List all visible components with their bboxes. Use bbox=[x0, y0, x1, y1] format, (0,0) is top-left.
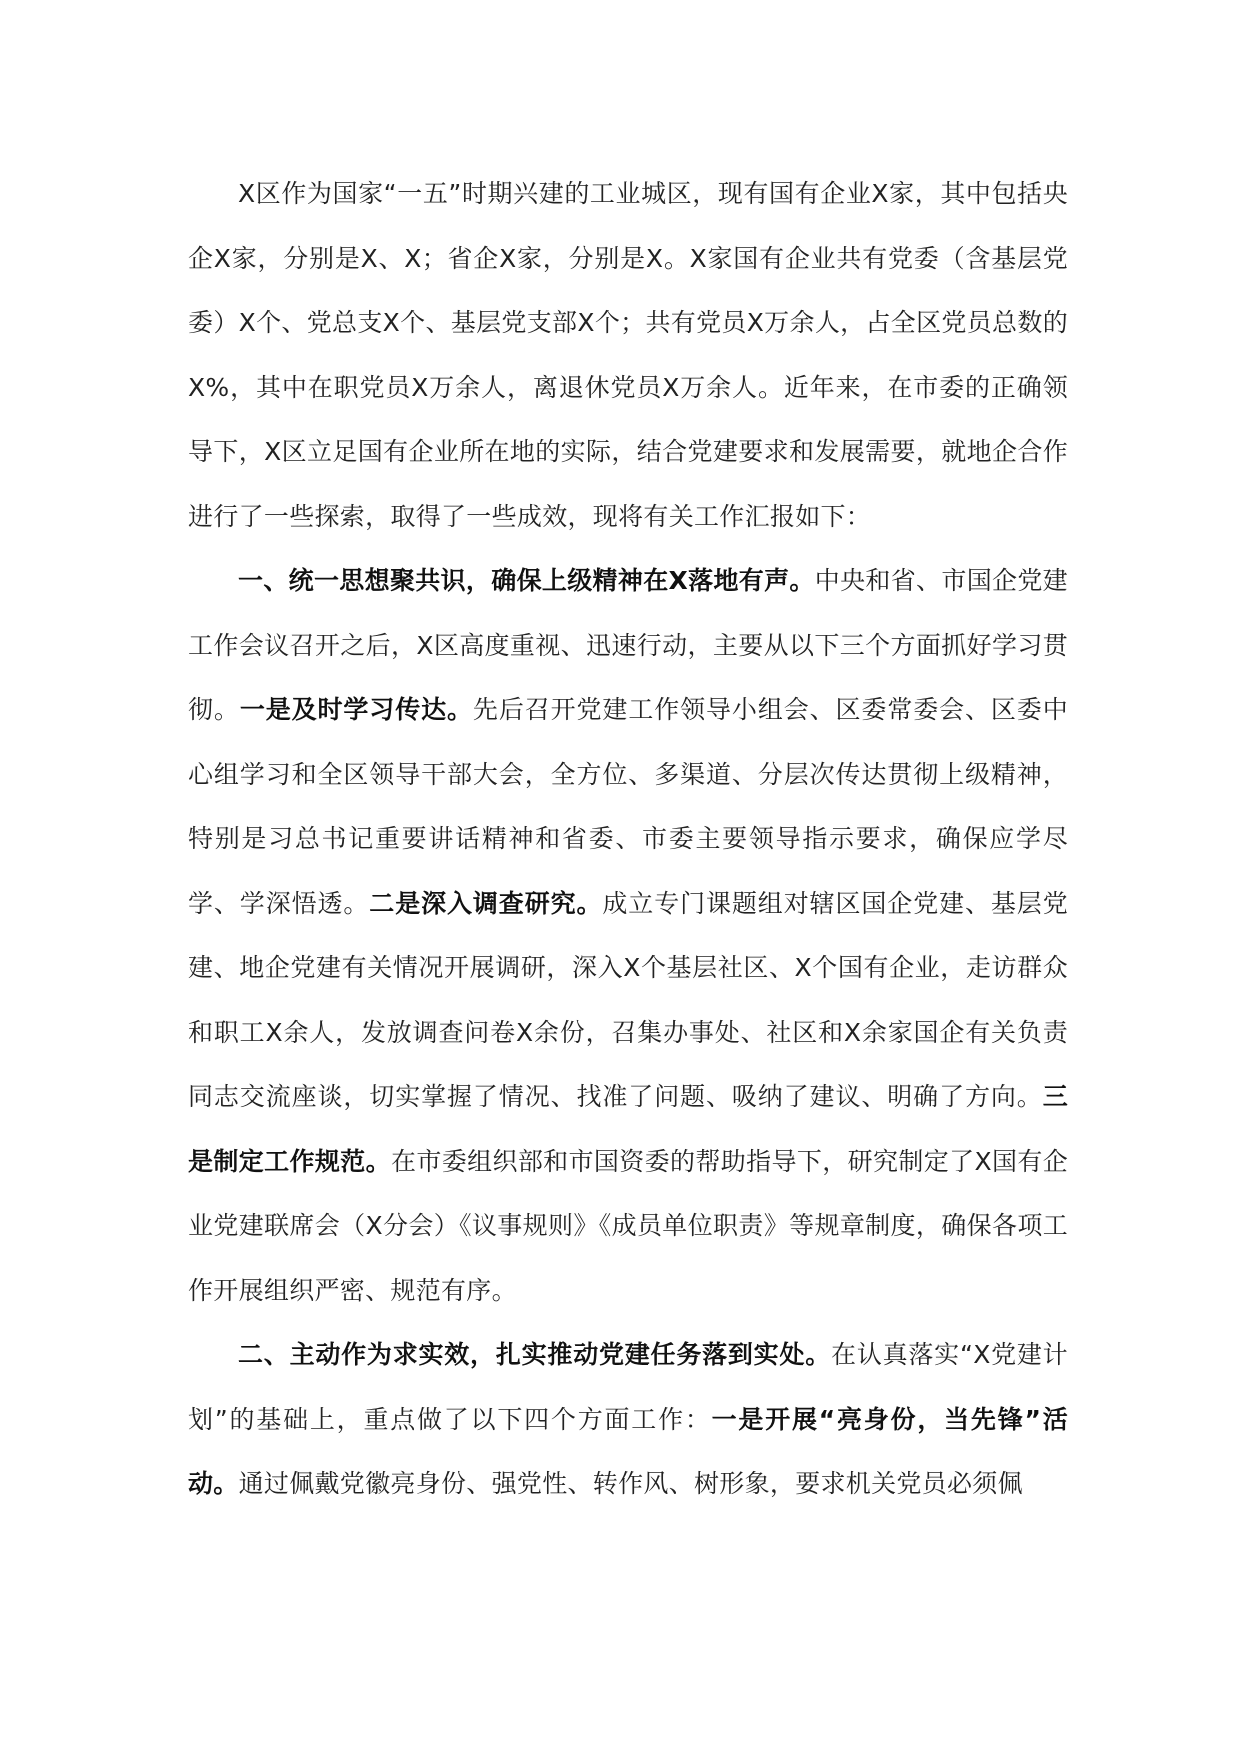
paragraph-section-1 bbox=[188, 549, 1068, 1323]
paragraph-text: 先后召开党建工作领导小组会、区委常委会、区委中心组学习和全区领导干部大会，全方位、多渠道、分层次传达贯彻上级精神，特别是习总书记重要讲话精神和省委、市委主要领导指示要求，确保应学尽学、学深悟透。 bbox=[188, 695, 1069, 918]
section-heading: 一、统一思想聚共识，确保上级精神在X落地有声。 bbox=[238, 566, 815, 595]
paragraph-text: 在认真落实“X党建计划”的基础上，重点做了以下四个方面工作： bbox=[188, 1340, 1068, 1434]
point-heading: 二是深入调查研究。 bbox=[369, 888, 603, 918]
paragraph-text: X区作为国家“一五”时期兴建的工业城区，现有国有企业X家，其中包括央企X家，分别是X、X；省企X家，分别是X。X家国有企业共有党委（含基层党委）X个、党总支X个、基层党支部X个；共有党员X万余人，占全区党员总数的X%，其中在职党员X万余人，离退休党员X万余人。近年来，在市委的正确领导下，X区立足国有企业所在地的实际，结合党建要求和发展需要，就地企合作进行了一些探索，取得了一些成效，现将有关工作汇报如下： bbox=[188, 179, 1068, 531]
point-heading: 一是开展“亮身份，当先锋”活动。 bbox=[188, 1404, 1068, 1498]
paragraph-section-2 bbox=[188, 1323, 1068, 1517]
paragraph-text: 通过佩戴党徽亮身份、强党性、转作风、树形象，要求机关党员必须佩 bbox=[238, 1469, 1023, 1498]
point-heading: 三是制定工作规范。 bbox=[188, 1082, 1068, 1176]
paragraph-text: 中央和省、市国企党建工作会议召开之后，X区高度重视、迅速行动，主要从以下三个方面抓好学习贯彻。 bbox=[188, 566, 1068, 724]
paragraph-text: 成立专门课题组对辖区国企党建、基层党建、地企党建有关情况开展调研，深入X个基层社区、X个国有企业，走访群众和职工X余人，发放调查问卷X余份，召集办事处、社区和X余家国企有关负责同志交流座谈，切实掌握了情况、找准了问题、吸纳了建议、明确了方向。 bbox=[188, 888, 1068, 1111]
document-body bbox=[188, 162, 1068, 1517]
section-heading: 二、主动作为求实效，扎实推动党建任务落到实处。 bbox=[238, 1340, 832, 1369]
paragraph-text: 在市委组织部和市国资委的帮助指导下，研究制定了X国有企业党建联席会（X分会）《议事规则》《成员单位职责》等规章制度，确保各项工作开展组织严密、规范有序。 bbox=[188, 1146, 1069, 1305]
point-heading: 一是及时学习传达。 bbox=[239, 695, 473, 724]
paragraph-intro bbox=[188, 162, 1068, 549]
